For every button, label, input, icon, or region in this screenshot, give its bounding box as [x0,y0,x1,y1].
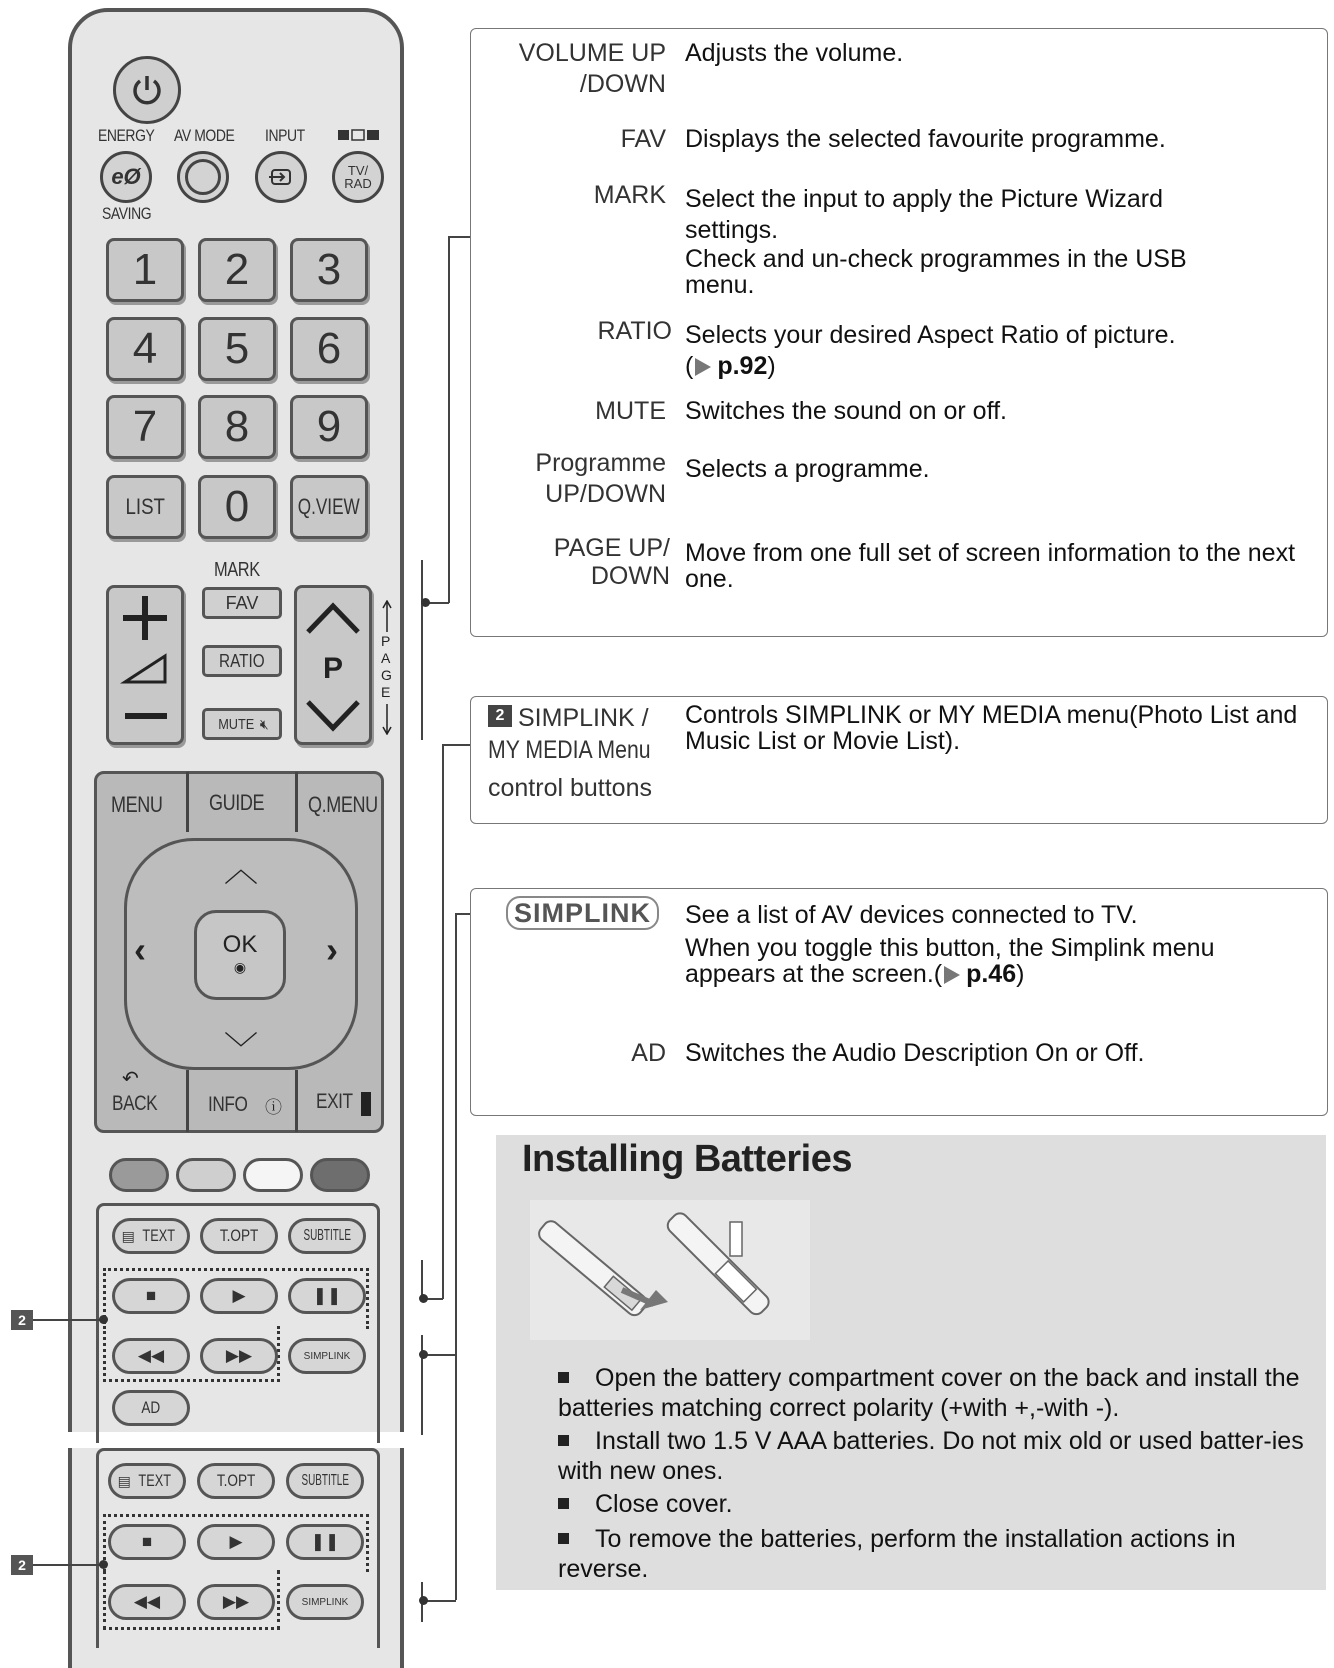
input-icon [268,168,294,186]
page-letter-p: P [381,633,391,649]
bullet-square-icon [558,1435,569,1446]
stop-icon: ■ [145,1286,157,1305]
battery-step-2 [558,1426,1323,1486]
list-label: LIST [125,494,165,519]
stop-icon: ■ [141,1532,153,1551]
number-button-3: 3 [290,238,368,302]
topt-button-lower [197,1463,275,1499]
fast-forward-button-lower [197,1584,275,1620]
text-label: TEXT [142,1226,175,1245]
desc-mute: Switches the sound on or off. [685,397,1007,425]
number-button-5: 5 [198,317,276,381]
rewind-button-lower [108,1584,186,1620]
connector-dot [419,1596,428,1605]
page-ref-arrow-icon [944,966,960,984]
tv-rad-icon [337,128,381,142]
simplink-button-lower [286,1584,364,1620]
connector-line [448,236,450,603]
yellow-button [243,1158,303,1192]
ratio-label: RATIO [219,650,265,671]
back-button: BACK [112,1092,158,1115]
pause-button-lower [286,1524,364,1560]
bullet-square-icon [558,1372,569,1383]
rewind-icon: ◀◀ [137,1346,165,1365]
nav-divider [295,772,298,832]
desc-simplink-2-end: ) [1016,960,1025,988]
battery-step-2-text: Install two 1.5 V AAA batteries. Do not mix old or used batter-ies with new ones. [558,1427,1304,1485]
saving-label: SAVING [102,204,152,223]
back-icon: ↶ [122,1068,139,1090]
volume-rocker [106,585,184,745]
subtitle-button-lower [286,1463,364,1499]
battery-step-4-text: To remove the batteries, perform the installation actions in reverse. [558,1525,1236,1583]
battery-step-1-text: Open the battery compartment cover on the back and install the batteries matching correct polarity (+with +,-with -). [558,1364,1300,1422]
programme-p-label: P [322,652,344,685]
fav-label: FAV [225,592,259,613]
energy-saving-button: eØ [100,151,152,203]
number-button-9: 9 [290,395,368,459]
callout-number: 2 [11,1310,33,1330]
key-mymedia-menu: MY MEDIA Menu [488,736,651,764]
number-button-4: 4 [106,317,184,381]
stop-button-lower [108,1524,186,1560]
simplink-small-label: SIMPLINK [301,1596,349,1608]
ok-button [194,910,286,1000]
battery-step-3 [558,1489,1308,1519]
key-mark: MARK [593,181,666,209]
callout-line [33,1319,105,1321]
rewind-icon: ◀◀ [133,1592,161,1611]
connector-dot [419,1350,428,1359]
battery-step-4 [558,1524,1308,1584]
pause-icon: ❚❚ [312,1286,342,1305]
guide-button: GUIDE [209,790,265,815]
exit-button: EXIT [316,1090,353,1113]
volume-icon [117,590,173,740]
connector-line [442,744,444,1299]
battery-step-3-text: Close cover. [595,1490,733,1518]
tv-rad-button: TV/ RAD [332,151,384,203]
blue-button [310,1158,370,1192]
desc-fav: Displays the selected favourite programme. [685,125,1166,153]
number-button-8: 8 [198,395,276,459]
battery-remote-icon [530,1200,810,1340]
input-button [255,151,307,203]
fast-forward-icon: ▶▶ [225,1346,253,1365]
text-button [112,1218,190,1254]
pause-icon: ❚❚ [310,1532,340,1551]
connector-line [448,236,472,238]
rewind-button [112,1338,190,1374]
callout-dot [99,1315,108,1324]
fast-forward-icon: ▶▶ [222,1592,250,1611]
info-button: INFO [208,1093,248,1116]
topt-label: T.OPT [216,1471,256,1490]
play-button-lower [197,1524,275,1560]
key-volume: VOLUME UP /DOWN [518,39,666,98]
bullet-square-icon [558,1533,569,1544]
exit-icon [361,1092,371,1116]
bullet-square-icon [558,1498,569,1509]
desc-simplink-1: See a list of AV devices connected to TV. [685,901,1138,929]
connector-line [455,913,457,1600]
page-ref-arrow-icon [695,358,711,376]
up-arrow-icon: ︿ [224,851,258,889]
ratio-button [202,645,282,677]
topt-label: T.OPT [219,1226,259,1245]
programme-icon [298,590,368,740]
avmode-label: AV MODE [174,126,235,145]
mark-label: MARK [214,559,260,581]
desc-simplink-2 [685,935,1285,987]
desc-ad: Switches the Audio Description On or Off. [685,1039,1145,1067]
connector-dot [419,1294,428,1303]
connector-dot [421,598,430,607]
callout-dot [99,1560,108,1569]
ok-dot-icon: ◉ [233,959,247,975]
mute-label: MUTE [218,715,255,733]
bracket-line [421,560,423,740]
box2-keys [488,702,678,804]
ratio-page-ref: p.92 [717,352,768,380]
nav-divider [186,772,189,832]
desc-mark-2: Check and un-check programmes in the USB menu. [685,245,1187,299]
key-page: PAGE UP/ DOWN [553,534,670,590]
programme-rocker [294,585,372,745]
callout-line [33,1564,105,1566]
key-mute: MUTE [595,397,666,425]
play-icon: ▶ [229,1532,243,1551]
green-button [176,1158,236,1192]
text-icon: ▤ [117,1472,131,1489]
right-arrow-icon: › [326,929,338,970]
play-icon: ▶ [232,1286,246,1305]
mute-icon: 🔇︎ [259,715,269,732]
number-button-2: 2 [198,238,276,302]
desc-page: Move from one full set of screen information to the next one. [685,539,1296,593]
battery-illustration [530,1200,810,1340]
desc-mark: Select the input to apply the Picture Wizard settings. [685,185,1164,244]
desc-ratio: Selects your desired Aspect Ratio of picture. ( p.92) [685,321,1176,380]
page-letter-g: G [381,667,392,683]
page-letter-a: A [381,650,391,666]
ad-button [112,1390,190,1426]
batteries-title: Installing Batteries [522,1138,852,1180]
pause-button [288,1278,366,1314]
play-button [200,1278,278,1314]
number-button-6: 6 [290,317,368,381]
callout-number: 2 [11,1555,33,1575]
desc-programme: Selects a programme. [685,455,930,483]
text-button-lower [108,1463,186,1499]
text-icon: ▤ [121,1227,135,1244]
qmenu-button: Q.MENU [308,792,378,817]
key-fav: FAV [620,125,666,153]
menu-button: MENU [111,792,163,817]
subtitle-label: SUBTITLE [301,1472,349,1489]
nav-divider [295,1070,298,1132]
key-ratio: RATIO [597,317,672,345]
desc-volume: Adjusts the volume. [685,39,904,67]
number-button-1: 1 [106,238,184,302]
ad-label: AD [141,1398,161,1417]
qview-button [290,475,368,539]
nav-divider [186,1070,189,1132]
number-button-0: 0 [198,475,276,539]
fav-button [202,587,282,619]
list-button [106,475,184,539]
text-label: TEXT [138,1471,171,1490]
subtitle-label: SUBTITLE [303,1227,351,1244]
power-icon [129,72,165,108]
key-programme: Programme UP/DOWN [535,449,666,508]
simplink-page-ref: p.46 [966,960,1017,988]
subtitle-button [288,1218,366,1254]
key-ad: AD [631,1039,666,1067]
red-button [109,1158,169,1192]
simplink-logo-text: SIMPLINK [506,896,659,930]
topt-button [200,1218,278,1254]
desc-simplink-mymedia: Controls SIMPLINK or MY MEDIA menu(Photo List and Music List or Movie List). [685,701,1298,755]
simplink-logo [506,898,659,929]
fast-forward-button [200,1338,278,1374]
energy-label: ENERGY [98,126,155,145]
ok-label: OK [222,931,258,958]
qview-label: Q.VIEW [298,494,360,519]
connector-line [442,744,472,746]
key-control-buttons: control buttons [488,774,652,802]
av-mode-button [177,151,229,203]
power-button [113,56,181,124]
key-simplink-mymedia: SIMPLINK / [518,704,649,732]
badge-2: 2 [488,705,512,727]
mute-button [202,708,282,740]
battery-step-1 [558,1363,1308,1423]
desc-simplink-2-text: When you toggle this button, the Simplink menu appears at the screen.( [685,934,1215,988]
stop-button [112,1278,190,1314]
desc-ratio-text: Selects your desired Aspect Ratio of picture. [685,321,1176,349]
page-letter-e: E [381,684,391,700]
simplink-button [288,1338,366,1374]
info-icon: ⓘ [265,1098,282,1117]
down-arrow-icon: ﹀ [224,1031,258,1069]
left-arrow-icon: ‹ [134,929,146,970]
number-button-7: 7 [106,395,184,459]
simplink-small-label: SIMPLINK [303,1350,351,1362]
page-indicator [378,600,396,735]
input-label: INPUT [265,126,305,145]
